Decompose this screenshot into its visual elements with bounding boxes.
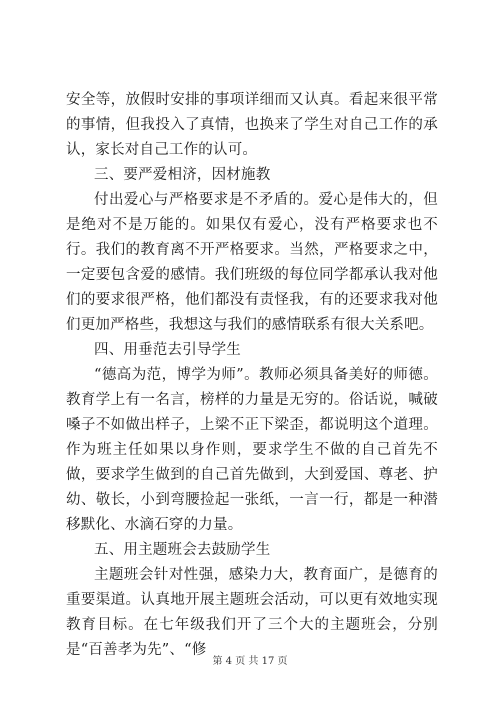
section-heading-4: 四、用垂范去引导学生 [94,342,241,358]
section-heading-5: 五、用主题班会去鼓励学生 [94,542,271,558]
page-number-footer: 第 4 页 共 17 页 [212,656,288,667]
paragraph-3: “德高为范，博学为师”。教师必须具备美好的师德。教育学上有一名言，榜样的力量是无穷的。俗话说，喊破嗓子不如做出样子，上梁不正下梁歪，都说明这个道理。作为班主任如果以身作则，要求学生不做的自己首先不做，要求学生做到的自己首先做到，大到爱国、尊老、护幼、敬长，小到弯腰捡起一张纸，一言一行，都是一种潜移默化、水滴石穿的力量。 [66,367,438,533]
paragraph-2: 付出爱心与严格要求是不矛盾的。爱心是伟大的，但是绝对不是万能的。如果仅有爱心，没有严格要求也不行。我们的教育离不开严格要求。当然，严格要求之中，一定要包含爱的感情。我们班级的每位同学都承认我对他们的要求很严格，他们都没有责怪我，有的还要求我对他们更加严格些，我想这与我们的感情联系有很大关系吧。 [66,192,438,333]
paragraph-4: 主题班会针对性强，感染力大，教育面广，是德育的重要渠道。认真地开展主题班会活动，可以更有效地实现教育目标。在七年级我们开了三个大的主题班会，分别是“百善孝为先”、“修 [66,567,438,658]
document-body [66,88,438,663]
paragraph-1: 安全等，放假时安排的事项详细而又认真。看起来很平常的事情，但我投入了真情，也换来了学生对自己工作的承认，家长对自己工作的认可。 [66,92,438,158]
section-heading-3: 三、要严爱相济，因材施教 [94,167,271,183]
